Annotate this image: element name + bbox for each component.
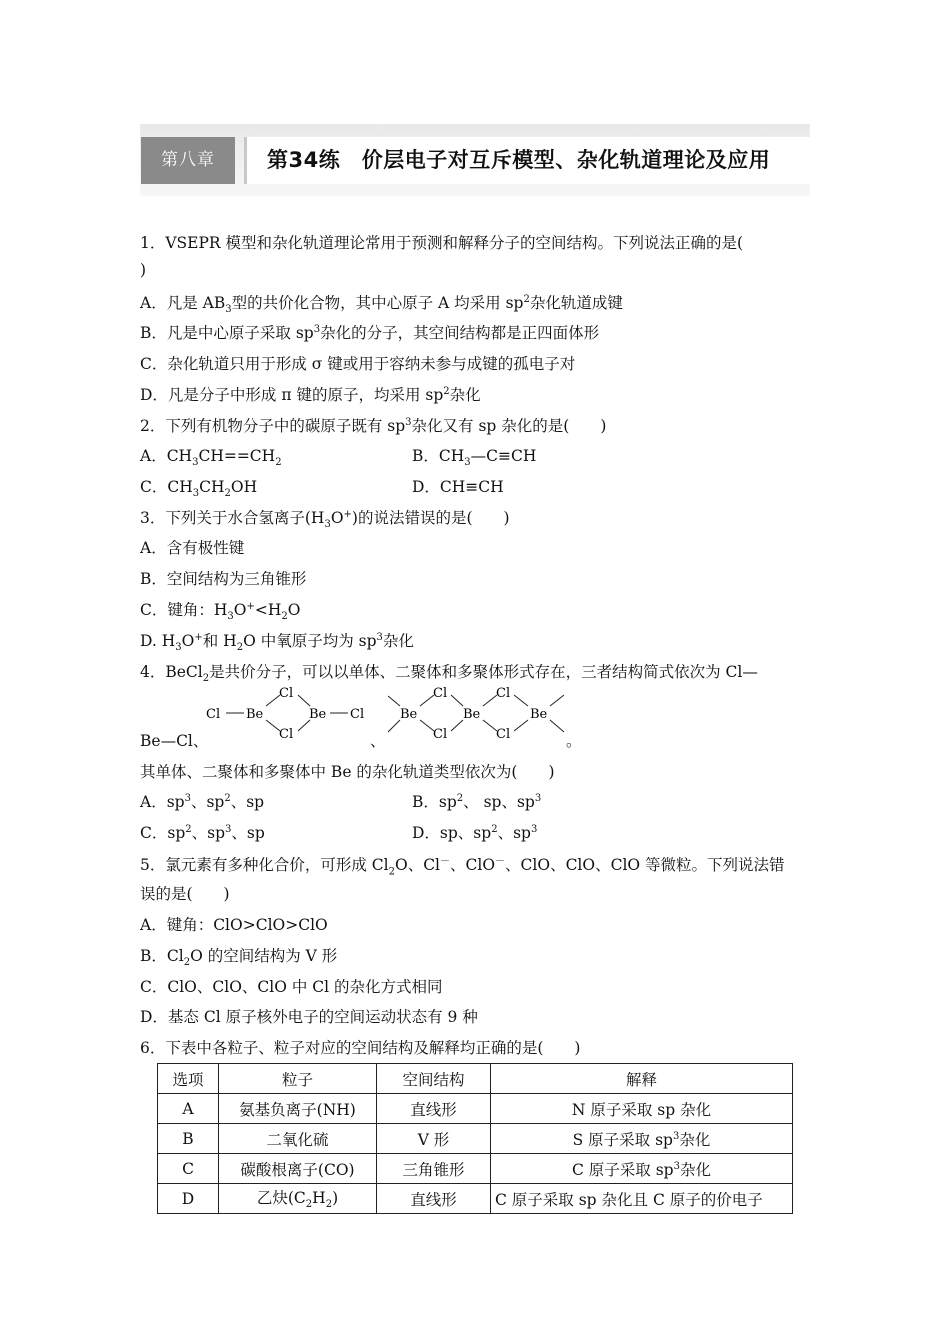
q2-option-c: C．$CH_3CH_2OH$	[140, 478, 258, 500]
dimer-cl-left: Cl	[206, 707, 221, 722]
row-shape: 直线形	[377, 1184, 491, 1214]
row-option: C	[158, 1154, 219, 1184]
row-shape: 直线形	[377, 1094, 491, 1124]
table-header-row	[158, 1064, 793, 1094]
row-explanation: S 原子采取 $sp^3$杂化	[491, 1124, 793, 1154]
q5-stem-line2: 误的是( )	[140, 885, 230, 903]
dimer-be-left: Be	[246, 707, 264, 722]
polymer-cl-bottom-2: Cl	[496, 727, 511, 742]
q1-stem-end: )	[140, 261, 147, 279]
q6-stem: 6．下表中各粒子、粒子对应的空间结构及解释均正确的是( )	[140, 1039, 581, 1057]
row-particle: 氨基负离子(NH)	[219, 1094, 377, 1124]
polymer-cl-top-1: Cl	[433, 686, 448, 701]
row-shape: V 形	[377, 1124, 491, 1154]
q1-option-d: D．凡是分子中形成 π 键的原子，均采用 $sp^2$杂化	[140, 385, 481, 404]
q4-option-b: B．$sp^2$、 sp、$sp^3$	[412, 792, 542, 811]
q5-option-b: B．$Cl_2O$ 的空间结构为 V 形	[140, 947, 338, 969]
q1-option-a: A．凡是 $AB_3$型的共价化合物，其中心原子 A 均采用 $sp^2$杂化轨道成键	[140, 293, 623, 316]
q3-option-d: D. $H_3O^+$和 $H_2O$ 中氧原子均为 $sp^3$杂化	[140, 631, 414, 654]
header-particle: 粒子	[219, 1064, 377, 1094]
dimer-cl-bottom: Cl	[279, 727, 294, 742]
q4-option-a: A．$sp^3$、$sp^2$、sp	[140, 792, 265, 811]
table-row	[158, 1154, 793, 1184]
dimer-be-right: Be	[309, 707, 327, 722]
table-row	[158, 1094, 793, 1124]
q3-option-c: C．键角：$H_3O^+<H_2O$	[140, 600, 301, 623]
header-explanation: 解释	[491, 1064, 793, 1094]
q4-line2-end: 。	[566, 732, 582, 750]
dimer-cl-top: Cl	[279, 686, 294, 701]
q3-option-b: B．空间结构为三角锥形	[140, 570, 307, 588]
header-shape: 空间结构	[377, 1064, 491, 1094]
row-option: D	[158, 1184, 219, 1214]
row-explanation: C 原子采取 sp 杂化且 C 原子的价电子	[491, 1184, 793, 1214]
polymer-cl-bottom-1: Cl	[433, 727, 448, 742]
polymer-be-1: Be	[400, 707, 418, 722]
row-particle: 碳酸根离子(CO)	[219, 1154, 377, 1184]
q1-option-c: C．杂化轨道只用于形成 σ 键或用于容纳未参与成键的孤电子对	[140, 355, 576, 373]
becl2-structure-figure	[200, 682, 600, 744]
q2-option-d: D．CH≡CH	[412, 478, 504, 496]
row-particle: 乙炔$(C_2H_2)$	[219, 1184, 377, 1214]
q4-stem: 4．BeCl$_2$是共价分子，可以以单体、二聚体和多聚体形式存在，三者结构简式依次为 Cl—	[140, 663, 758, 685]
row-particle: 二氧化硫	[219, 1124, 377, 1154]
row-option: A	[158, 1094, 219, 1124]
q4-question: 其单体、二聚体和多聚体中 Be 的杂化轨道类型依次为( )	[140, 763, 555, 781]
row-explanation: C 原子采取 $sp^3$杂化	[491, 1154, 793, 1184]
q5-stem: 5．氯元素有多种化合价，可形成 $Cl_2O$、Cl－、ClO－、ClO、ClO、ClO 等微粒。下列说法错	[140, 856, 785, 878]
q2-stem: 2．下列有机物分子中的碳原子既有 $sp^3$杂化又有 sp 杂化的是( )	[140, 416, 607, 435]
q2-option-a: A．$CH_3CH==CH_2$	[140, 447, 282, 469]
polymer-be-3: Be	[530, 707, 548, 722]
row-explanation: N 原子采取 sp 杂化	[491, 1094, 793, 1124]
q2-option-b: B．$CH_3—C\equiv CH$	[412, 447, 537, 469]
row-option: B	[158, 1124, 219, 1154]
chapter-label: 第八章	[141, 137, 235, 184]
dimer-cl-right: Cl	[350, 707, 365, 722]
polymer-be-2: Be	[463, 707, 481, 722]
polymer-cl-top-2: Cl	[496, 686, 511, 701]
q4-line2-start: Be—Cl、	[140, 732, 209, 750]
q1-option-b: B．凡是中心原子采取 $sp^3$杂化的分子，其空间结构都是正四面体形	[140, 323, 600, 342]
header-option: 选项	[158, 1064, 219, 1094]
q3-option-a: A．含有极性键	[140, 539, 245, 557]
q4-option-c: C．$sp^2$、$sp^3$、sp	[140, 823, 265, 842]
row-shape: 三角锥形	[377, 1154, 491, 1184]
q4-line2-separator: 、	[370, 732, 386, 750]
q5-option-d: D．基态 Cl 原子核外电子的空间运动状态有 9 种	[140, 1008, 478, 1026]
table-row	[158, 1124, 793, 1154]
q6-table	[157, 1063, 793, 1214]
q5-option-c: C．ClO、ClO、ClO 中 Cl 的杂化方式相同	[140, 978, 443, 996]
table-row	[158, 1184, 793, 1214]
q1-stem: 1．VSEPR 模型和杂化轨道理论常用于预测和解释分子的空间结构。下列说法正确的是(	[140, 234, 744, 252]
q4-option-d: D．sp、$sp^2$、$sp^3$	[412, 823, 538, 842]
q5-option-a: A．键角：ClO>ClO>ClO	[140, 916, 328, 934]
q3-stem: 3．下列关于水合氢离子$(H_3O^+)$的说法错误的是( )	[140, 508, 510, 531]
page-title: 第34练 价层电子对互斥模型、杂化轨道理论及应用	[244, 137, 810, 184]
